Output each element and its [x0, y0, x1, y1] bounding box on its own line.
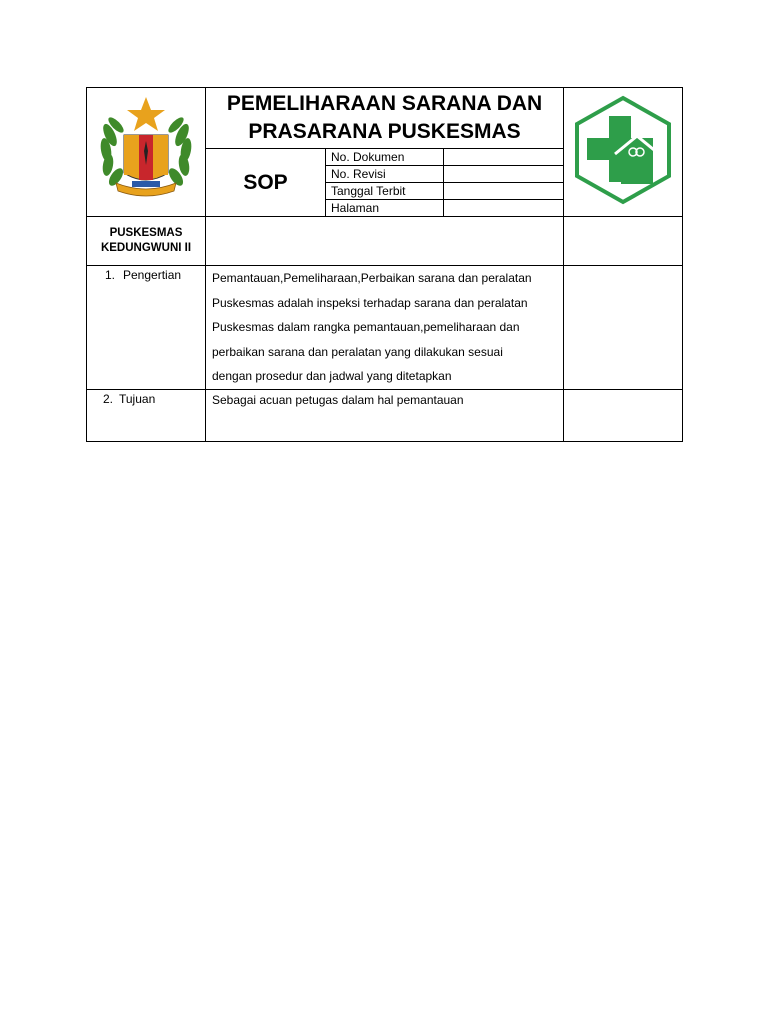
- institution-blank-cell: [206, 217, 564, 266]
- section-label-pengertian: [87, 266, 206, 390]
- institution-right-blank-cell: [564, 217, 683, 266]
- institution-line-2: KEDUNGWUNI II: [100, 242, 192, 254]
- section-number: 2.: [102, 392, 113, 406]
- meta-value-no-revisi: [444, 166, 564, 183]
- section-body-pengertian: [206, 266, 564, 390]
- regional-emblem-cell: [87, 88, 206, 217]
- section-number: 1.: [104, 268, 115, 282]
- section-title: Pengertian: [123, 268, 182, 282]
- meta-value-halaman: [444, 200, 564, 217]
- meta-label-halaman: Halaman: [326, 200, 444, 217]
- body-line: Puskesmas dalam rangka pemantauan,pemeliharaan dan: [212, 320, 520, 334]
- section-label-tujuan: [87, 390, 206, 442]
- section-title: Tujuan: [119, 392, 156, 406]
- body-line: Puskesmas adalah inspeksi terhadap sarana dan peralatan: [212, 295, 528, 310]
- institution-line-1: PUSKESMAS: [109, 227, 183, 239]
- body-line: perbaikan sarana dan peralatan yang dilakukan sesuai: [212, 344, 503, 359]
- puskesmas-logo-cell: [564, 88, 683, 217]
- meta-label-tanggal-terbit: Tanggal Terbit: [326, 183, 444, 200]
- sop-header-table: [86, 87, 683, 442]
- puskesmas-logo-icon: [571, 94, 675, 206]
- section-right-blank-cell: [564, 266, 683, 390]
- meta-value-no-dokumen: [444, 149, 564, 166]
- regional-emblem-icon: [94, 95, 198, 205]
- meta-value-tanggal-terbit: [444, 183, 564, 200]
- body-line: dengan prosedur dan jadwal yang ditetapkan: [212, 369, 452, 383]
- body-line: Sebagai acuan petugas dalam hal pemantauan: [212, 393, 464, 407]
- section-body-tujuan: [206, 390, 564, 442]
- body-line: Pemantauan,Pemeliharaan,Perbaikan sarana dan peralatan: [212, 271, 532, 285]
- meta-label-no-dokumen: No. Dokumen: [326, 149, 444, 166]
- title-line-1: PEMELIHARAAN SARANA DAN: [226, 92, 543, 115]
- document-title: [206, 88, 564, 149]
- doc-type-sop: SOP: [206, 149, 326, 217]
- meta-label-no-revisi: No. Revisi: [326, 166, 444, 183]
- section-right-blank-cell: [564, 390, 683, 442]
- title-line-2: PRASARANA PUSKESMAS: [248, 120, 521, 143]
- institution-name: [87, 217, 206, 266]
